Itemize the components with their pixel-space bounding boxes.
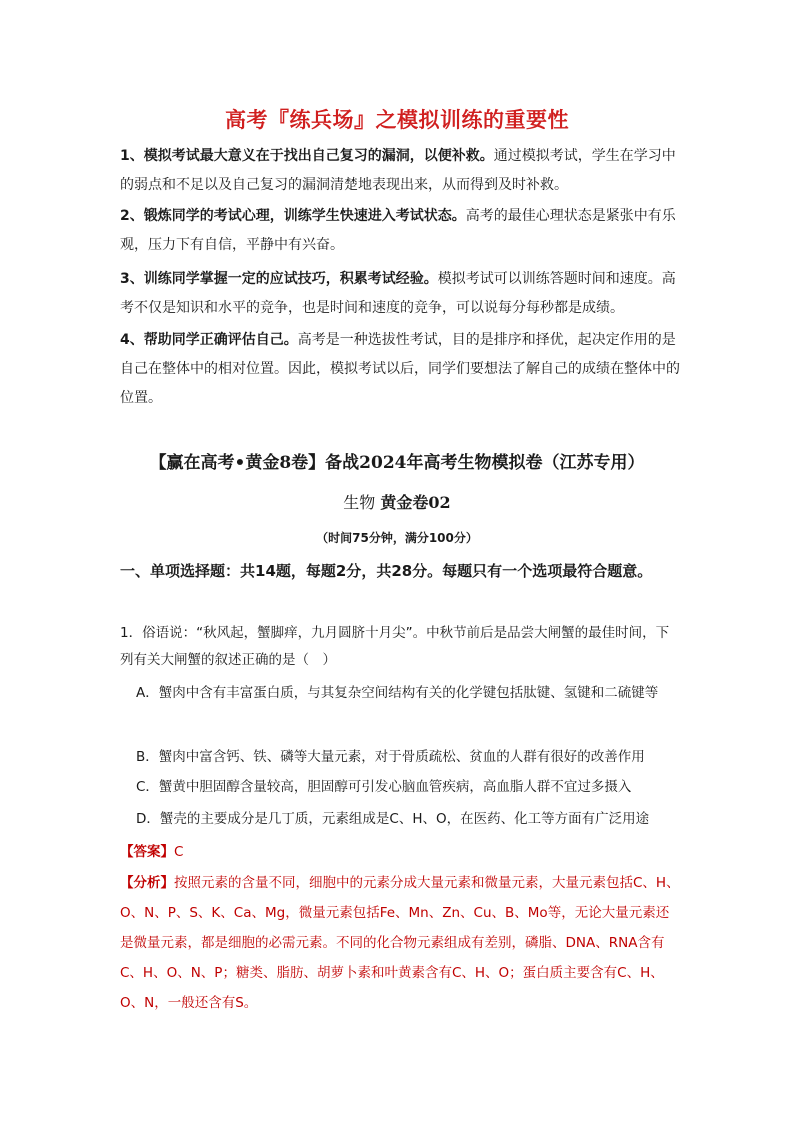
- intro-point-1-lead: 1、模拟考试最大意义在于找出自己复习的漏洞，以便补救。: [120, 148, 494, 164]
- exam-title: 【赢在高考•黄金8卷】备战2024年高考生物模拟卷（江苏专用）: [149, 453, 645, 473]
- option-c: C．蟹黄中胆固醇含量较高，胆固醇可引发心脑血管疾病，高血脂人群不宜过多摄入: [136, 779, 632, 795]
- exam-subject-line: [0, 490, 794, 513]
- intro-point-1: [120, 142, 680, 200]
- option-a: A．蟹肉中含有丰富蛋白质，与其复杂空间结构有关的化学键包括肽键、氢键和二硫键等: [136, 685, 659, 701]
- intro-point-4-body: 高考是一种选拔性考试，目的是排序和择优，起决定作用的是自己在整体中的相对位置。因此，模拟考试以后，同学们要想法了解自己的成绩在整体中的位置。: [120, 332, 680, 406]
- analysis-block: [120, 868, 680, 1018]
- intro-point-2: [120, 202, 680, 260]
- intro-point-3: [120, 265, 680, 323]
- section-heading: 一、单项选择题：共14题，每题2分，共28分。每题只有一个选项最符合题意。: [120, 562, 653, 580]
- exam-paper: 黄金卷02: [380, 493, 451, 512]
- option-b: B．蟹肉中富含钙、铁、磷等大量元素，对于骨质疏松、贫血的人群有很好的改善作用: [136, 749, 645, 765]
- analysis-label: 【分析】: [120, 875, 174, 891]
- analysis-text: 按照元素的含量不同，细胞中的元素分成大量元素和微量元素，大量元素包括C、H、O、N、P、S、K、Ca、Mg，微量元素包括Fe、Mn、Zn、Cu、B、Mo等，无论大量元素还是微量元素，都是细胞的必需元素。不同的化合物元素组成有差别，磷脂、DNA、RNA含有C、H、O、N、P；糖类、脂肪、胡萝卜素和叶黄素含有C、H、O；蛋白质主要含有C、H、O、N，一般还含有S。: [120, 875, 680, 1011]
- intro-point-1-body: 通过模拟考试，学生在学习中的弱点和不足以及自己复习的漏洞清楚地表现出来，从而得到及时补救。: [120, 148, 676, 193]
- page-title: 高考『练兵场』之模拟训练的重要性: [225, 108, 569, 132]
- intro-point-3-body: 模拟考试可以训练答题时间和速度。高考不仅是知识和水平的竞争，也是时间和速度的竞争，可以说每分每秒都是成绩。: [120, 271, 676, 316]
- intro-point-3-lead: 3、训练同学掌握一定的应试技巧，积累考试经验。: [120, 271, 438, 287]
- exam-subject: 生物: [343, 493, 376, 512]
- intro-point-4-lead: 4、帮助同学正确评估自己。: [120, 332, 298, 348]
- option-d: D．蟹壳的主要成分是几丁质，元素组成是C、H、O，在医药、化工等方面有广泛用途: [136, 811, 650, 827]
- intro-point-4: [120, 326, 680, 413]
- intro-point-2-body: 高考的最佳心理状态是紧张中有乐观，压力下有自信，平静中有兴奋。: [120, 208, 676, 253]
- answer-value: C: [174, 844, 184, 860]
- exam-time-note: （时间75分钟，满分100分）: [316, 531, 478, 545]
- question-stem: 1．俗语说：“秋风起，蟹脚痒，九月圆脐十月尖”。中秋节前后是品尝大闸蟹的最佳时间，下列有关大闸蟹的叙述正确的是（ ）: [120, 625, 670, 668]
- answer-line: [120, 840, 183, 860]
- answer-label: 【答案】: [120, 844, 174, 860]
- intro-point-2-lead: 2、锻炼同学的考试心理，训练学生快速进入考试状态。: [120, 208, 466, 224]
